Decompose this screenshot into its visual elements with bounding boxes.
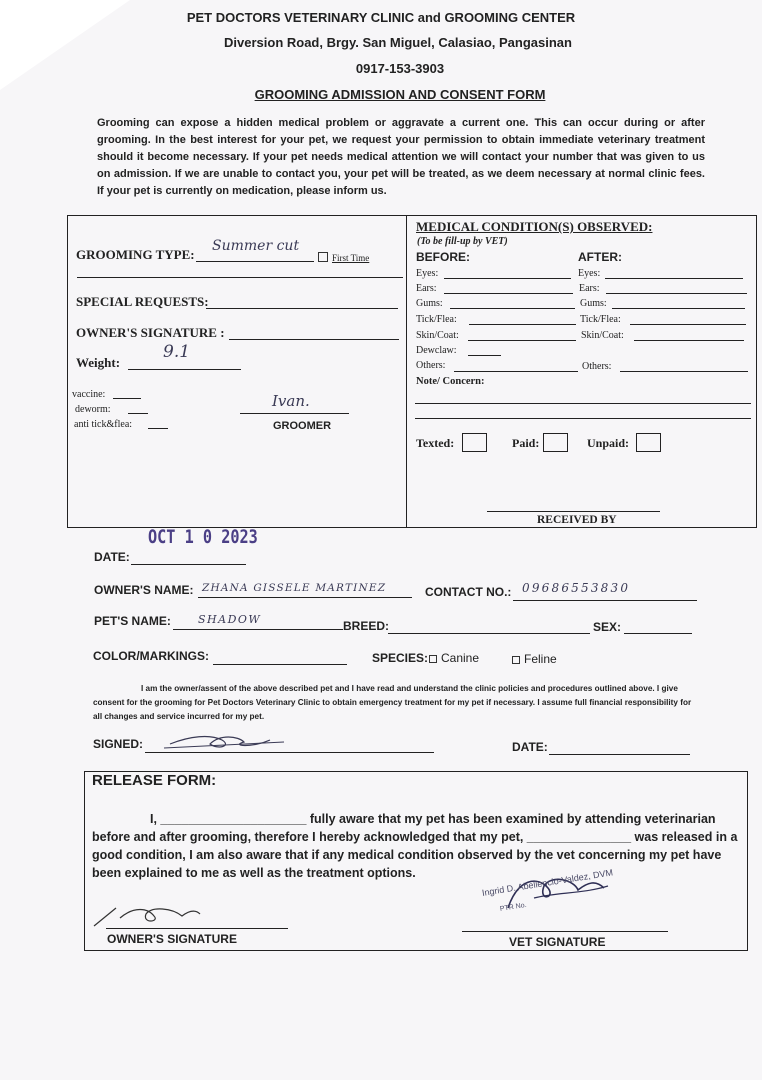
texted-checkbox[interactable] bbox=[462, 433, 487, 452]
release-paragraph: I, _____________________ fully aware that my pet has been examined by attending veterinarian before and after grooming, therefore I hereby acknowledged that my pet, _______________ was released in a good condition, I am also aware that if any medical condition observed by the vet concerning my pet have been explained to me as well as the treatment options. bbox=[92, 812, 738, 880]
vet-stamp-name: Ingrid D. Abellencio-Valdez, DVM bbox=[481, 867, 614, 898]
note-line-1 bbox=[415, 403, 751, 404]
after-tickflea-line bbox=[630, 324, 746, 325]
received-by-label: RECEIVED BY bbox=[537, 514, 617, 526]
after-gums-line bbox=[612, 308, 745, 309]
breed-line bbox=[388, 633, 590, 634]
texted-label: Texted: bbox=[416, 436, 455, 450]
clinic-name: PET DOCTORS VETERINARY CLINIC and GROOMING CENTER bbox=[186, 10, 576, 25]
dewclaw-label: Dewclaw: bbox=[416, 345, 457, 356]
owner-name-label: OWNER'S NAME: bbox=[94, 583, 194, 597]
grooming-type-label: GROOMING TYPE: bbox=[76, 247, 195, 262]
owner-name-line bbox=[198, 597, 412, 598]
note-concern-label: Note/ Concern: bbox=[416, 376, 485, 387]
date-line bbox=[131, 564, 246, 565]
canine-checkbox[interactable] bbox=[429, 655, 437, 663]
species-label: SPECIES: bbox=[372, 651, 429, 665]
before-tickflea: Tick/Flea: bbox=[416, 314, 457, 325]
deworm-line bbox=[128, 413, 148, 414]
pet-name-value[interactable]: SHADOW bbox=[198, 613, 262, 626]
signed-label: SIGNED: bbox=[93, 737, 144, 751]
species-feline-option[interactable] bbox=[512, 652, 557, 666]
after-gums: Gums: bbox=[580, 298, 607, 309]
dewclaw-line bbox=[468, 355, 501, 356]
paid-checkbox[interactable] bbox=[543, 433, 568, 452]
contact-value[interactable]: 09686553830 bbox=[522, 581, 631, 595]
before-ears: Ears: bbox=[416, 283, 437, 294]
deworm-label: deworm: bbox=[75, 404, 111, 415]
first-time-checkbox[interactable] bbox=[318, 252, 369, 263]
vet-stamp-ptr: PTR No. bbox=[499, 901, 528, 913]
contact-label: CONTACT NO.: bbox=[425, 585, 512, 599]
owner-release-signature bbox=[90, 900, 210, 930]
before-label: BEFORE: bbox=[416, 250, 470, 264]
grooming-type-line-2 bbox=[77, 277, 403, 278]
anti-tick-line bbox=[148, 428, 168, 429]
after-skincoat: Skin/Coat: bbox=[581, 330, 624, 341]
after-others: Others: bbox=[582, 361, 612, 372]
weight-line bbox=[128, 369, 241, 370]
contact-line bbox=[513, 600, 697, 601]
vaccine-label: vaccine: bbox=[72, 389, 106, 400]
owner-signature-release-label: OWNER'S SIGNATURE bbox=[107, 932, 237, 946]
color-markings-label: COLOR/MARKINGS: bbox=[93, 649, 209, 663]
date-stamp: OCT 1 0 2023 bbox=[148, 526, 258, 548]
special-requests-line bbox=[206, 308, 398, 309]
pet-name-line bbox=[173, 629, 343, 630]
before-others-line bbox=[454, 371, 578, 372]
species-canine-option[interactable] bbox=[429, 651, 479, 665]
groomer-label: GROOMER bbox=[273, 420, 332, 432]
sex-label: SEX: bbox=[593, 620, 622, 634]
before-tickflea-line bbox=[469, 324, 576, 325]
intro-paragraph: Grooming can expose a hidden medical problem or aggravate a current one. This can occur during or after grooming. In the best interest for your pet, we request your permission to obtain immediate veterinary treatment should it become necessary. If your pet needs medical attention we will contact your number that was given to us on admission. If we are unable to contact you, your pet will be treated, as we deem necessary at normal clinic fees. If your pet is currently on medication, please inform us. bbox=[97, 117, 705, 197]
consent-date-label: DATE: bbox=[512, 740, 548, 754]
first-time-box[interactable] bbox=[318, 252, 328, 262]
grooming-type-value[interactable]: Summer cut bbox=[212, 238, 300, 254]
feline-checkbox[interactable] bbox=[512, 656, 520, 664]
special-requests-label: SPECIAL REQUESTS: bbox=[76, 294, 209, 309]
groomer-name[interactable]: Ivan. bbox=[272, 392, 310, 410]
note-line-2 bbox=[415, 418, 751, 419]
weight-value[interactable]: 9.1 bbox=[163, 342, 191, 362]
after-ears: Ears: bbox=[579, 283, 600, 294]
before-skincoat: Skin/Coat: bbox=[416, 330, 459, 341]
form-title: GROOMING ADMISSION AND CONSENT FORM bbox=[254, 87, 546, 102]
unpaid-checkbox[interactable] bbox=[636, 433, 661, 452]
weight-label: Weight: bbox=[76, 355, 121, 370]
before-gums-line bbox=[450, 308, 575, 309]
after-eyes: Eyes: bbox=[578, 268, 601, 279]
panel-divider bbox=[406, 216, 407, 527]
before-ears-line bbox=[444, 293, 573, 294]
consent-paragraph: I am the owner/assent of the above described pet and I have read and understand the clinic policies and procedures outlined above. I give consent for the grooming for Pet Doctors Veterinary Clinic to obtain emergency treatment for my pet if necessary. I assume full financial responsibility for all changes and service incurred for my pet. bbox=[93, 684, 692, 721]
release-form-title: RELEASE FORM: bbox=[92, 772, 217, 789]
vet-signature-label: VET SIGNATURE bbox=[509, 935, 606, 949]
sex-line bbox=[624, 633, 692, 634]
owner-signature-scribble bbox=[160, 730, 290, 754]
owner-signature-line bbox=[229, 339, 399, 340]
after-others-line bbox=[620, 371, 748, 372]
before-eyes: Eyes: bbox=[416, 268, 439, 279]
canine-label: Canine bbox=[441, 651, 480, 665]
breed-label: BREED: bbox=[343, 619, 390, 633]
owner-signature-label: OWNER'S SIGNATURE : bbox=[76, 325, 225, 340]
vet-signature-line bbox=[462, 931, 668, 932]
pet-name-label: PET'S NAME: bbox=[94, 614, 171, 628]
feline-label: Feline bbox=[524, 652, 557, 666]
date-label: DATE: bbox=[94, 550, 130, 564]
color-markings-line bbox=[213, 664, 347, 665]
before-skincoat-line bbox=[468, 340, 576, 341]
after-ears-line bbox=[606, 293, 747, 294]
after-label: AFTER: bbox=[578, 250, 622, 264]
medical-condition-title: MEDICAL CONDITION(S) OBSERVED: bbox=[416, 219, 653, 234]
before-gums: Gums: bbox=[416, 298, 443, 309]
anti-tick-label: anti tick&flea: bbox=[74, 419, 133, 430]
groomer-line bbox=[240, 413, 349, 414]
owner-release-signature-line bbox=[106, 928, 288, 929]
after-tickflea: Tick/Flea: bbox=[580, 314, 621, 325]
vet-fill-note: (To be fill-up by VET) bbox=[417, 236, 508, 247]
before-eyes-line bbox=[444, 278, 571, 279]
after-skincoat-line bbox=[634, 340, 744, 341]
owner-name-value[interactable]: ZHANA GISSELE MARTINEZ bbox=[202, 582, 387, 594]
first-time-label: First Time bbox=[332, 253, 370, 263]
consent-date-line bbox=[549, 754, 690, 755]
unpaid-label: Unpaid: bbox=[587, 436, 630, 450]
before-others: Others: bbox=[416, 360, 446, 371]
grooming-type-line bbox=[196, 261, 314, 262]
clinic-address: Diversion Road, Brgy. San Miguel, Calasiao, Pangasinan bbox=[224, 35, 572, 50]
vaccine-line bbox=[113, 398, 141, 399]
clinic-phone: 0917-153-3903 bbox=[355, 61, 445, 76]
received-by-line bbox=[487, 511, 660, 512]
paid-label: Paid: bbox=[512, 436, 540, 450]
after-eyes-line bbox=[605, 278, 743, 279]
